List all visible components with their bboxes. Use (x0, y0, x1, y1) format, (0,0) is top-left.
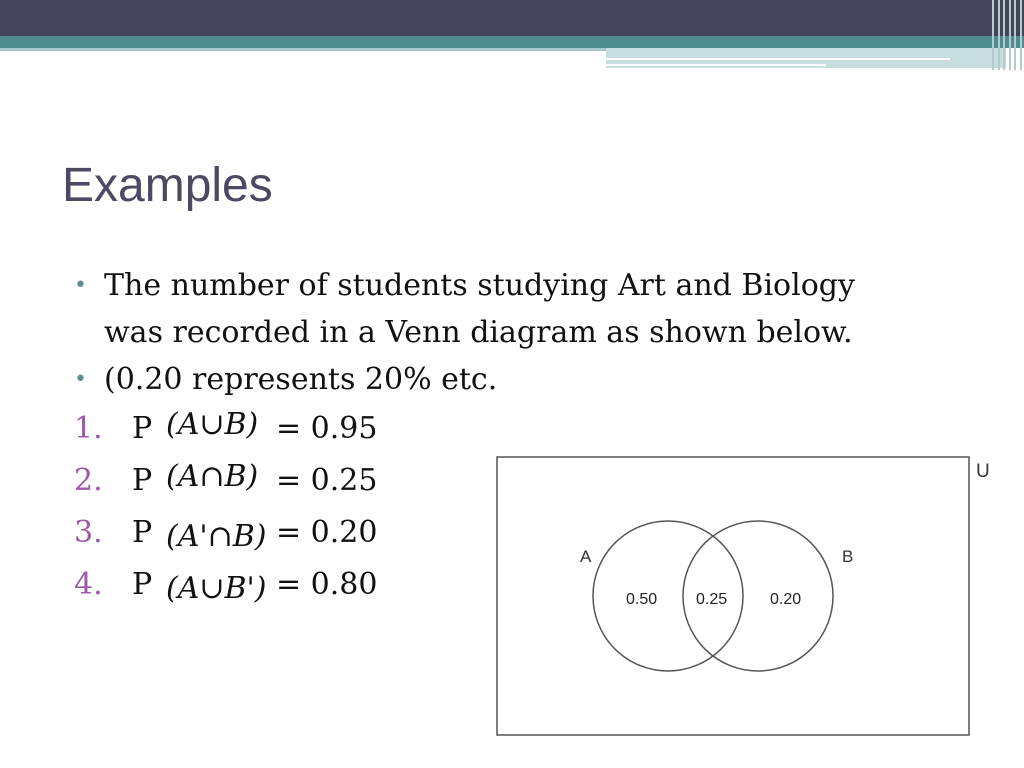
header-right-line (606, 58, 950, 60)
item-result: = 0.20 (276, 515, 378, 550)
region-a-only-value: 0.50 (626, 591, 658, 608)
item-prefix: P (132, 515, 153, 550)
item-number: 4. (74, 567, 103, 602)
universe-label: U (976, 461, 990, 482)
header-stripe (0, 36, 1024, 48)
universe-box (497, 457, 969, 735)
bullet-item (74, 356, 874, 403)
bullet-icon: • (74, 273, 87, 298)
header-right-line (606, 64, 826, 66)
bullet-text: The number of students studying Art and Biology was recorded in a Venn diagram as shown below. (104, 268, 855, 350)
header-bar (0, 0, 1024, 38)
header-vertical-stripes (992, 0, 1024, 70)
item-expression: (A∪B') (166, 571, 267, 606)
item-expression: (A∩B) (166, 459, 259, 494)
set-a-label: A (580, 547, 592, 566)
slide-title: Examples (62, 159, 273, 212)
region-intersection-value: 0.25 (696, 591, 728, 608)
item-number: 3. (74, 515, 103, 550)
item-expression: (A∪B) (166, 407, 259, 442)
bullet-text: (0.20 represents 20% etc. (104, 362, 498, 397)
item-prefix: P (132, 463, 153, 498)
item-prefix: P (132, 411, 153, 446)
venn-diagram (496, 456, 970, 736)
bullet-icon: • (74, 367, 87, 392)
set-b-label: B (842, 547, 854, 566)
item-result: = 0.25 (276, 463, 378, 498)
header-light-stripe (0, 48, 606, 51)
item-expression: (A'∩B) (166, 519, 267, 554)
region-b-only-value: 0.20 (770, 591, 802, 608)
bullet-item (74, 262, 874, 356)
item-prefix: P (132, 567, 153, 602)
item-result: = 0.80 (276, 567, 378, 602)
list-item (74, 403, 874, 455)
item-number: 1. (74, 411, 103, 446)
item-result: = 0.95 (276, 411, 378, 446)
item-number: 2. (74, 463, 103, 498)
